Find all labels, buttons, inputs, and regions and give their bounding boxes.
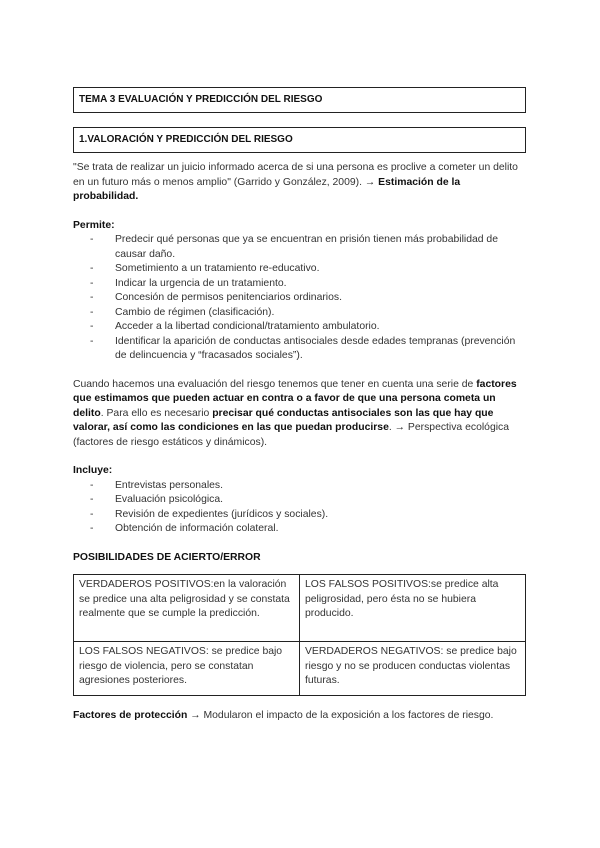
intro-bold: Estimación de la probabilidad. xyxy=(73,176,461,202)
cuando-paragraph xyxy=(73,378,526,451)
incluye-list xyxy=(73,479,526,537)
list-item: - Concesión de permisos penitenciarios ordinarios. xyxy=(73,291,526,306)
incluye-heading: Incluye: xyxy=(73,465,113,476)
list-item: - Acceder a la libertad condicional/tratamiento ambulatorio. xyxy=(73,320,526,335)
list-item: - Sometimiento a un tratamiento re-educativo. xyxy=(73,262,526,277)
list-item: - Cambio de régimen (clasificación). xyxy=(73,306,526,321)
list-item: - Entrevistas personales. xyxy=(73,479,526,494)
text: . → Perspectiva ecológica (factores de riesgo estáticos y dinámicos). xyxy=(73,422,510,448)
text: Cuando hacemos una evaluación del riesgo tenemos que tener en cuenta una serie de xyxy=(73,378,477,390)
text: . Para ello es necesario xyxy=(100,407,213,419)
list-item: - Predecir qué personas que ya se encuentran en prisión tienen más probabilidad de causar daño. xyxy=(73,233,526,262)
incluye-section xyxy=(73,464,526,537)
permite-section xyxy=(73,219,526,364)
outcomes-table xyxy=(73,574,526,696)
intro-quote: "Se trata de realizar un juicio informado acerca de si una persona es proclive a cometer un delito en un futuro más o menos amplio" (Garrido y González, 2009). → xyxy=(73,162,518,188)
list-item: - Indicar la urgencia de un tratamiento. xyxy=(73,277,526,292)
list-item: - Identificar la aparición de conductas antisociales desde edades tempranas (prevención de delincuencia y “fracasados sociales”). xyxy=(73,335,526,364)
outcomes-table-wrap xyxy=(73,574,526,696)
table-cell: LOS FALSOS POSITIVOS:se predice alta peligrosidad, pero ésta no se hubiera producido. xyxy=(300,575,526,642)
list-item: - Evaluación psicológica. xyxy=(73,493,526,508)
list-item: - Obtención de información colateral. xyxy=(73,522,526,537)
table-cell: VERDADEROS NEGATIVOS: se predice bajo riesgo y no se producen conductas violentas futuras. xyxy=(300,642,526,696)
list-item: - Revisión de expedientes (jurídicos y sociales). xyxy=(73,508,526,523)
table-cell: LOS FALSOS NEGATIVOS: se predice bajo riesgo de violencia, pero se constatan agresiones posteriores. xyxy=(74,642,300,696)
section-heading-box: 1.VALORACIÓN Y PREDICCIÓN DEL RIESGO xyxy=(73,127,526,153)
text: → Modularon el impacto de la exposición a los factores de riesgo. xyxy=(187,709,494,721)
bold-text: factores que estimamos que pueden actuar en contra o a favor de que una persona cometa un delito xyxy=(73,378,517,419)
table-cell: VERDADEROS POSITIVOS:en la valoración se predice una alta peligrosidad y se constata realmente que se cumple la predicción. xyxy=(74,575,300,642)
factores-paragraph xyxy=(73,709,526,724)
bold-text: precisar qué conductas antisociales son las que hay que valorar, así como las condiciones en las que puedan producirse xyxy=(73,407,494,433)
bold-text: Factores de protección xyxy=(73,709,188,721)
table-row xyxy=(74,642,526,696)
permite-heading: Permite: xyxy=(73,219,115,231)
posibilidades-heading: POSIBILIDADES DE ACIERTO/ERROR xyxy=(73,551,261,563)
title-box: TEMA 3 EVALUACIÓN Y PREDICCIÓN DEL RIESGO xyxy=(73,87,526,113)
permite-list xyxy=(73,233,526,364)
table-row xyxy=(74,575,526,642)
intro-paragraph xyxy=(73,161,526,205)
